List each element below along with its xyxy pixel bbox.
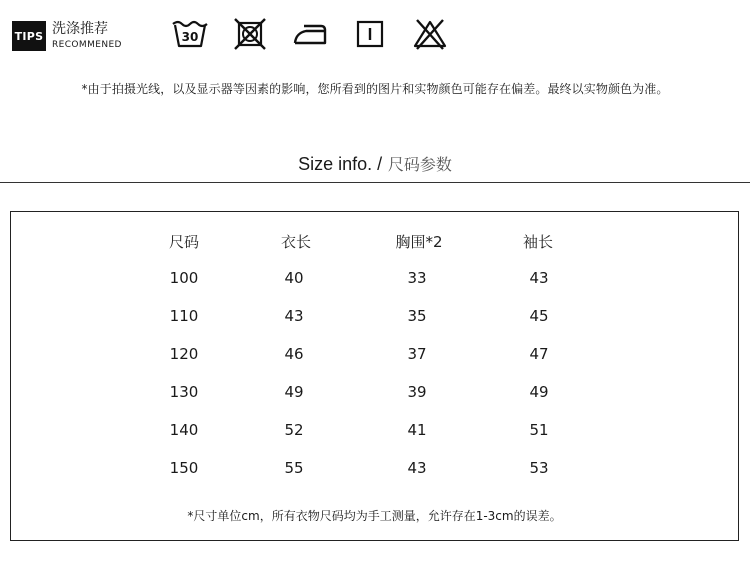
table-cell: 51 xyxy=(529,421,549,439)
header-chest: 胸围*2 xyxy=(395,233,443,251)
table-cell: 41 xyxy=(407,421,427,439)
size-info-title xyxy=(0,152,750,175)
size-info-title-en: Size info. / xyxy=(298,154,383,174)
size-table-box xyxy=(10,211,739,541)
wash-temp-label: 30 xyxy=(181,30,199,44)
table-cell: 150 xyxy=(169,459,199,477)
table-cell: 43 xyxy=(529,269,549,287)
table-cell: 49 xyxy=(529,383,549,401)
table-cell: 130 xyxy=(169,383,199,401)
tumble-dry-icon xyxy=(352,16,388,52)
table-cell: 33 xyxy=(407,269,427,287)
size-info-title-cn: 尺码参数 xyxy=(387,155,452,174)
table-cell: 39 xyxy=(407,383,427,401)
tips-title-cn: 洗涤推荐 xyxy=(52,21,108,37)
wash-30-icon xyxy=(172,16,208,52)
table-cell: 37 xyxy=(407,345,427,363)
table-cell: 53 xyxy=(529,459,549,477)
care-tips-header xyxy=(12,18,122,54)
table-cell: 52 xyxy=(284,421,304,439)
table-cell: 100 xyxy=(169,269,199,287)
table-cell: 120 xyxy=(169,345,199,363)
table-cell: 46 xyxy=(284,345,304,363)
table-cell: 49 xyxy=(284,383,304,401)
iron-icon xyxy=(292,16,328,52)
table-cell: 47 xyxy=(529,345,549,363)
header-length: 衣长 xyxy=(280,233,311,251)
color-disclaimer: *由于拍摄光线，以及显示器等因素的影响，您所看到的图片和实物颜色可能存在偏差。最终以实物颜色为准。 xyxy=(81,82,669,96)
table-cell: 55 xyxy=(284,459,304,477)
tips-title xyxy=(52,21,122,51)
title-divider xyxy=(0,182,750,183)
tips-title-en: RECOMMENED xyxy=(52,40,122,50)
table-cell: 40 xyxy=(284,269,304,287)
table-cell: 110 xyxy=(169,307,199,325)
header-size: 尺码 xyxy=(168,233,199,251)
table-cell: 140 xyxy=(169,421,199,439)
care-icons-row xyxy=(172,16,472,52)
table-cell: 43 xyxy=(407,459,427,477)
table-cell: 45 xyxy=(529,307,549,325)
no-bleach-icon xyxy=(232,16,268,52)
table-cell: 35 xyxy=(407,307,427,325)
header-sleeve: 袖长 xyxy=(522,233,553,251)
no-dry-clean-icon xyxy=(412,16,448,52)
tips-badge: TIPS xyxy=(12,21,46,51)
table-cell: 43 xyxy=(284,307,304,325)
measurement-footnote: *尺寸单位cm，所有衣物尺码均为手工测量，允许存在1-3cm的误差。 xyxy=(187,509,562,523)
